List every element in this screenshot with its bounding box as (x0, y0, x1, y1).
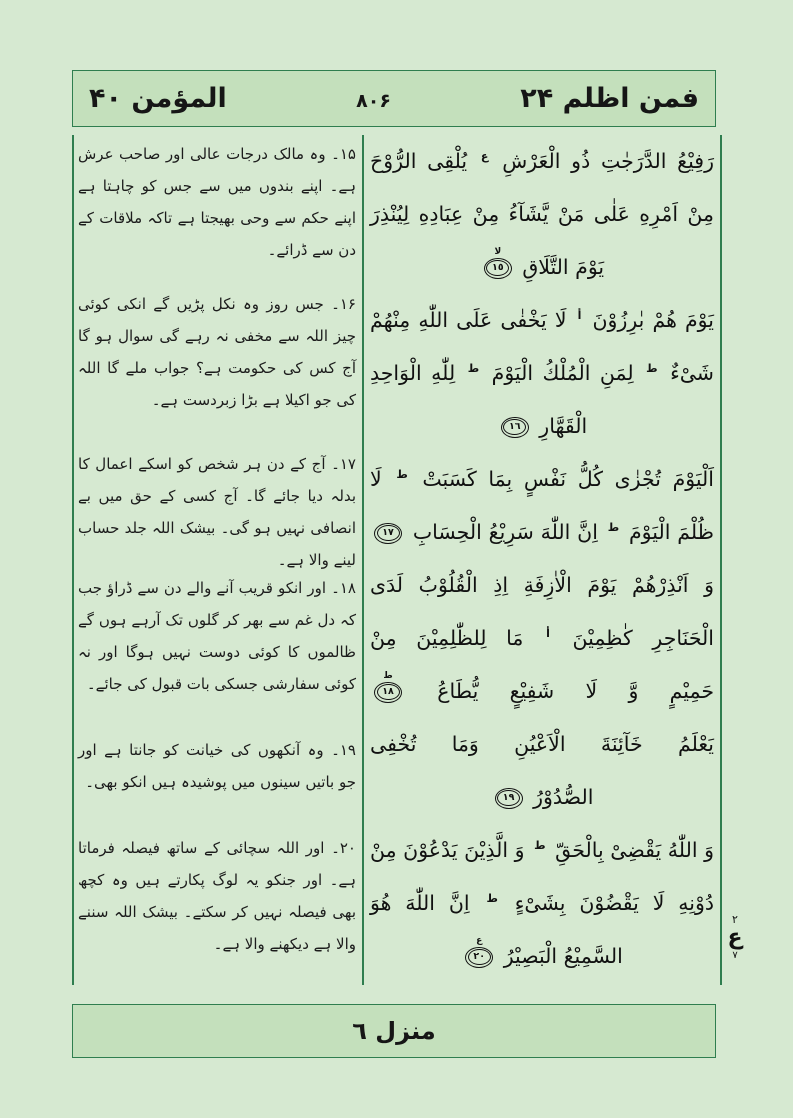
waqf-mark: ط (646, 362, 658, 376)
waqf-mark: ط (383, 670, 393, 681)
urdu-paragraph: ۱۷۔ آج کے دن ہر شخص کو اسکے اعمال کا بدلہ دیا جائے گا۔ آج کسی کے حق میں بے انصافی نہیں ہو گی۔ بیشک اللہ جلد حساب لینے والا ہے۔ (78, 455, 356, 569)
quran-line: رَفِيْعُ الدَّرَجٰتِ ذُو الْعَرْشِ ع يُلْقِى الرُّوْحَ (370, 149, 714, 173)
waqf-mark: أ (546, 627, 550, 641)
waqf-mark: ط (396, 468, 408, 482)
quran-line: الصُّدُوْرُ ١٩ (370, 771, 714, 824)
ayah-number: ١٥ (486, 260, 509, 276)
urdu-paragraph: ۱۶۔ جس روز وہ نکل پڑیں گے انکی کوئی چیز اللہ سے مخفی نہ رہے گی سوال ہو گا آج کس کی حکومت ہے؟ جواب ملے گا اللہ کی جو اکیلا ہے بڑا زبردست ہے۔ (78, 295, 356, 409)
ayah-end-marker (495, 788, 523, 809)
quran-line: الْقَهَّارِ ١٦ (370, 400, 714, 453)
quran-text-column (370, 135, 714, 983)
ayah-end-marker (374, 523, 402, 544)
quran-line: الْحَنَاجِرِ كٰظِمِيْنَ أ مَا لِلظّٰلِمِيْنَ مِنْ (370, 626, 715, 650)
urdu-paragraph: ۲۰۔ اور اللہ سچائی کے ساتھ فیصلہ فرماتا ہے۔ اور جنکو یہ لوگ پکارتے ہیں وہ کچھ بھی فیصلہ نہیں کر سکتے۔ بیشک اللہ سننے والا ہے دیکھنے والا ہے۔ (78, 839, 356, 953)
waqf-mark: أ (577, 309, 582, 323)
quran-line: حَمِيْمٍ وَّ لَا شَفِيْعٍ يُّطَاعُ ١٨ ط (370, 665, 714, 718)
ayah-end-marker (484, 246, 512, 279)
header-box (72, 70, 716, 127)
quran-line: ظُلْمَ الْيَوْمَ ط اِنَّ اللّٰهَ سَرِيْعُ الْحِسَابِ ١٧ (370, 506, 714, 559)
waqf-mark: ط (467, 362, 480, 376)
quran-line: شَىْءٌ ط لِمَنِ الْمُلْكُ الْيَوْمَ ط لِلّٰهِ الْوَاحِدِ (370, 361, 714, 385)
page-number: ۸۰۶ (356, 89, 391, 112)
column-rule-left (72, 135, 74, 985)
ruku-marker (722, 914, 748, 961)
ayah-end-marker (374, 670, 402, 703)
juz-label: فمن اظلم ۲۴ (520, 83, 699, 114)
quran-line: اَلْيَوْمَ تُجْزٰى كُلُّ نَفْسٍ بِمَا كَسَبَتْ ط لَا (370, 467, 714, 491)
ayah-number: ١٦ (503, 419, 526, 435)
ruku-count-bottom: ۷ (732, 950, 738, 961)
manzil-label: منزل ٦ (352, 1017, 436, 1045)
quran-line: وَ اَنْذِرْهُمْ يَوْمَ الْاٰزِفَةِ اِذِ الْقُلُوْبُ لَدَى (370, 573, 714, 597)
ayah-number: ١٧ (377, 525, 400, 541)
ayah-end-marker (465, 935, 493, 968)
footer-box (72, 1004, 716, 1058)
surah-label: المؤمن ۴۰ (89, 83, 227, 114)
ruku-count-top: ۲ (732, 913, 738, 926)
urdu-paragraph: ۱۵۔ وہ مالک درجات عالی اور صاحب عرش ہے۔ اپنے بندوں میں سے جس کو چاہتا ہے اپنے حکم سے وحی بھیجتا ہے تاکہ ملاقات کے دن سے ڈرائے۔ (78, 145, 356, 259)
waqf-mark: ط (486, 892, 498, 906)
quran-line: السَّمِيْعُ الْبَصِيْرُ ٢٠ ع (370, 930, 714, 983)
ayah-number: ١٩ (497, 790, 520, 806)
urdu-paragraph: ۱۸۔ اور انکو قریب آنے والے دن سے ڈراؤ جب کہ دل غم سے بھر کر گلوں تک آرہے ہوں گے ظالموں کا کوئی دوست نہیں ہوگا اور نہ کوئی سفارشی جسکی بات قبول کی جائے۔ (78, 579, 356, 693)
quran-line: يَوْمَ التَّلَاقِ ١٥ لا (370, 241, 714, 294)
quran-line: يَعْلَمُ خَآئِنَةَ الْاَعْيُنِ وَمَا تُخْفِى (370, 732, 714, 756)
quran-line: يَوْمَ هُمْ بٰرِزُوْنَ أ لَا يَخْفٰى عَلَى اللّٰهِ مِنْهُمْ (370, 308, 714, 332)
ayah-end-marker (501, 417, 529, 438)
column-rule-middle (362, 135, 364, 985)
waqf-mark: لا (494, 246, 502, 257)
waqf-mark: ط (607, 521, 620, 535)
waqf-mark: ع (476, 935, 483, 946)
waqf-mark: ع (480, 150, 489, 164)
quran-line: وَ اللّٰهُ يَقْضِىْ بِالْحَقِّ ط وَ الَّذِيْنَ يَدْعُوْنَ مِنْ (370, 838, 714, 862)
ayah-number: ١٨ (377, 684, 400, 700)
column-rule-right (720, 135, 722, 985)
quran-line: مِنْ اَمْرِهِ عَلٰى مَنْ يَّشَآءُ مِنْ عِبَادِهِ لِيُنْذِرَ (370, 202, 714, 226)
ain-icon: ع (727, 925, 743, 950)
urdu-paragraph: ۱۹۔ وہ آنکھوں کی خیانت کو جانتا ہے اور جو باتیں سینوں میں پوشیدہ ہیں انکو بھی۔ (78, 741, 356, 791)
quran-line: دُوْنِهِ لَا يَقْضُوْنَ بِشَىْءٍ ط اِنَّ اللّٰهَ هُوَ (370, 891, 715, 915)
ayah-number: ٢٠ (468, 949, 491, 965)
waqf-mark: ط (534, 839, 546, 853)
